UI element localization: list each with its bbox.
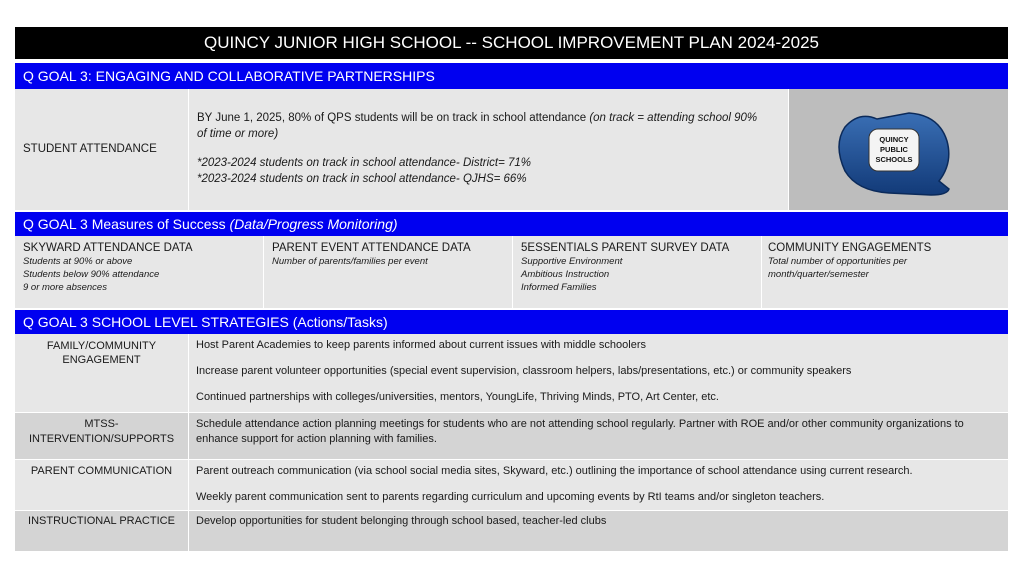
strategy-label-instructional: INSTRUCTIONAL PRACTICE	[15, 511, 189, 551]
strategy-line: Parent outreach communication (via school social media sites, Skyward, etc.) outlining the importance of school attendance using current research.	[196, 465, 913, 477]
strategy-line: Host Parent Academies to keep parents informed about current issues with middle schoolers	[196, 339, 647, 351]
measure-community	[762, 236, 1008, 308]
measure-item: Informed Families	[521, 282, 597, 293]
measure-item: Total number of opportunities per month/quarter/semester	[768, 256, 908, 280]
logo-text-2: PUBLIC	[880, 145, 908, 154]
strategy-line: Continued partnerships with colleges/universities, mentors, YoungLife, Thriving Minds, PTO, Art Center, etc.	[196, 391, 719, 403]
goal-label: STUDENT ATTENDANCE	[23, 143, 157, 155]
qps-logo	[789, 89, 1008, 210]
strategy-line: Develop opportunities for student belonging through school based, teacher-led clubs	[196, 515, 607, 527]
measure-skyward	[15, 236, 264, 308]
strategy-label-parent-comm: PARENT COMMUNICATION	[15, 460, 189, 510]
measure-title: COMMUNITY ENGAGEMENTS	[768, 242, 932, 254]
page-title: QUINCY JUNIOR HIGH SCHOOL -- SCHOOL IMPROVEMENT PLAN 2024-2025	[15, 27, 1008, 59]
measure-parent-event	[264, 236, 513, 308]
measure-item: Students below 90% attendance	[23, 269, 160, 280]
strategy-label-mtss: MTSS-INTERVENTION/SUPPORTS	[15, 413, 189, 459]
measure-5essentials	[513, 236, 762, 308]
measure-item: Number of parents/families per event	[272, 256, 428, 267]
strategy-line: Weekly parent communication sent to parents regarding curriculum and upcoming events by RtI teams and/or singleton teachers.	[196, 491, 825, 503]
measure-item: Ambitious Instruction	[521, 269, 610, 280]
measure-title: SKYWARD ATTENDANCE DATA	[23, 242, 193, 254]
measures-header-main: Q GOAL 3 Measures of Success	[23, 216, 226, 232]
measure-item: 9 or more absences	[23, 282, 107, 293]
measure-title: PARENT EVENT ATTENDANCE DATA	[272, 242, 471, 254]
strategy-actions-instructional	[189, 511, 1008, 551]
strategy-actions-mtss	[189, 413, 1008, 459]
goal-statement-note: (on track = attending school 90% of time or more)	[197, 112, 758, 140]
strategy-actions-family	[189, 334, 1008, 412]
measures-header	[15, 212, 1008, 236]
strategy-label-family: FAMILY/COMMUNITY ENGAGEMENT	[15, 334, 189, 412]
measure-item: Students at 90% or above	[23, 256, 133, 267]
logo-text-1: QUINCY	[879, 135, 909, 144]
goal-header: Q GOAL 3: ENGAGING AND COLLABORATIVE PARTNERSHIPS	[15, 63, 1008, 89]
goal-statement: BY June 1, 2025, 80% of QPS students will be on track in school attendance (on track = attending school 90% of time or more)	[197, 112, 758, 140]
logo-text-3: SCHOOLS	[875, 155, 913, 164]
strategies-header: Q GOAL 3 SCHOOL LEVEL STRATEGIES (Actions/Tasks)	[15, 310, 1008, 334]
measure-title: 5ESSENTIALS PARENT SURVEY DATA	[521, 242, 730, 254]
strategy-line: Schedule attendance action planning meetings for students who are not attending school regularly. Partner with ROE and/or other community organizations to enhance support for action planning with families.	[196, 418, 964, 445]
goal-statement-cell	[189, 89, 789, 210]
goal-label-cell	[15, 89, 189, 210]
goal-data-school: *2023-2024 students on track in school attendance- QJHS= 66%	[197, 172, 527, 185]
measure-item: Supportive Environment	[521, 256, 623, 267]
strategy-line: Increase parent volunteer opportunities (special event supervision, classroom helpers, labs/presentations, etc.) or community speakers	[196, 365, 852, 377]
strategy-actions-parent-comm	[189, 460, 1008, 510]
goal-data-district: *2023-2024 students on track in school attendance- District= 71%	[197, 157, 532, 169]
measures-header-note: (Data/Progress Monitoring)	[229, 216, 398, 232]
logo-cell	[789, 89, 1008, 210]
